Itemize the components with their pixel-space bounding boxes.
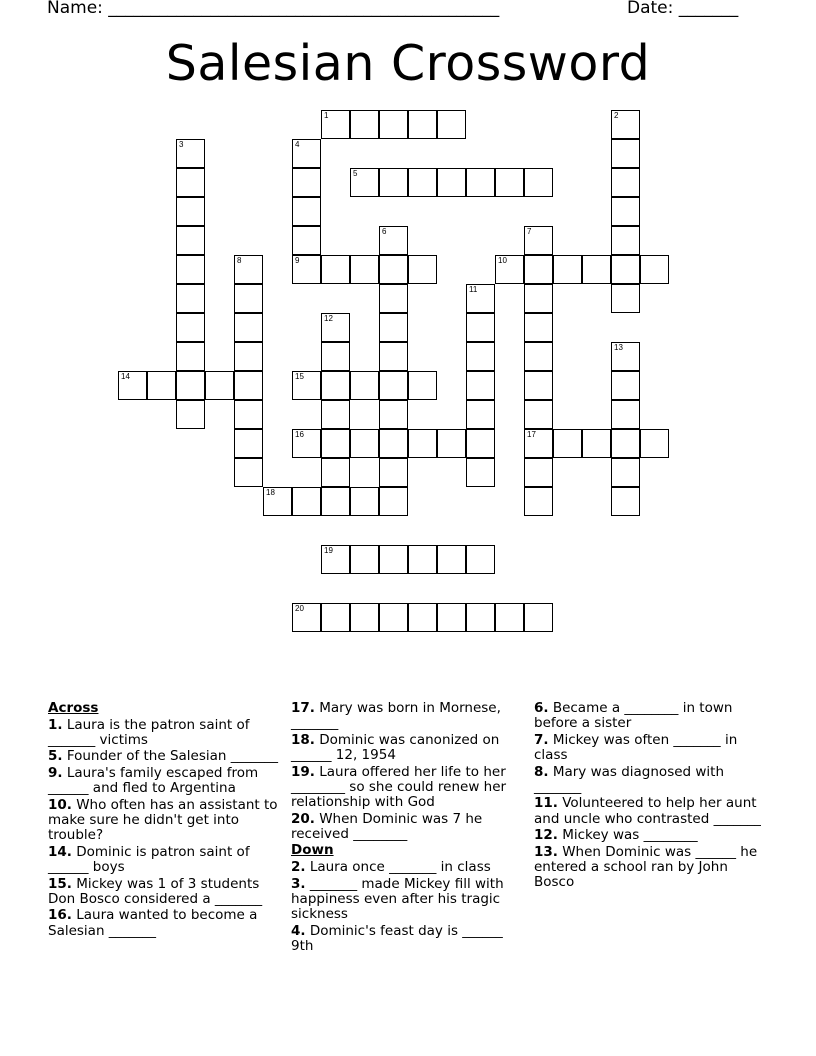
crossword-cell[interactable]: [176, 139, 205, 168]
crossword-cell[interactable]: [553, 429, 582, 458]
clue-item-number: 17.: [291, 700, 315, 716]
crossword-cell[interactable]: [582, 429, 611, 458]
clue-item: [48, 718, 280, 748]
crossword-cell[interactable]: [495, 603, 524, 632]
crossword-cell[interactable]: [292, 371, 321, 400]
clue-item-text: Laura wanted to become a Salesian _______: [48, 907, 258, 939]
crossword-cell[interactable]: [176, 342, 205, 371]
crossword-cell[interactable]: [147, 371, 176, 400]
clue-item: [48, 908, 280, 938]
crossword-cell[interactable]: [524, 342, 553, 371]
crossword-cell[interactable]: [524, 371, 553, 400]
crossword-cell[interactable]: [321, 371, 350, 400]
crossword-cell[interactable]: [408, 255, 437, 284]
clues-column-3: [534, 701, 766, 892]
clue-item-text: _______ made Mickey fill with happiness even after his tragic sickness: [291, 875, 504, 922]
crossword-cell[interactable]: [466, 342, 495, 371]
crossword-cell[interactable]: [408, 545, 437, 574]
crossword-cell[interactable]: [205, 371, 234, 400]
crossword-cell[interactable]: [176, 226, 205, 255]
crossword-cell[interactable]: [466, 458, 495, 487]
crossword-cell[interactable]: [234, 429, 263, 458]
clue-item: [291, 812, 523, 842]
crossword-cell[interactable]: [640, 429, 669, 458]
crossword-cell[interactable]: [350, 371, 379, 400]
crossword-cell[interactable]: [234, 313, 263, 342]
clue-number: 5: [353, 169, 358, 178]
crossword-cell[interactable]: [350, 487, 379, 516]
clue-number: 2: [614, 111, 619, 120]
crossword-cell[interactable]: [524, 284, 553, 313]
crossword-cell[interactable]: [234, 400, 263, 429]
crossword-cell[interactable]: [466, 284, 495, 313]
clue-item: [291, 701, 523, 731]
crossword-cell[interactable]: [350, 429, 379, 458]
crossword-cell[interactable]: [611, 226, 640, 255]
clue-item-number: 10.: [48, 796, 72, 813]
clue-item: [534, 845, 766, 891]
clue-item-text: Mickey was ________: [557, 827, 698, 844]
crossword-cell[interactable]: [379, 458, 408, 487]
crossword-cell[interactable]: [524, 429, 553, 458]
crossword-cell[interactable]: [292, 226, 321, 255]
clue-item-number: 1.: [48, 716, 63, 733]
crossword-cell[interactable]: [611, 255, 640, 284]
clue-item: [534, 765, 766, 795]
clue-item-text: Dominic's feast day is ______ 9th: [291, 922, 503, 954]
date-field: Date: _______: [627, 0, 739, 18]
crossword-cell[interactable]: [611, 284, 640, 313]
crossword-cell[interactable]: [379, 545, 408, 574]
crossword-cell[interactable]: [582, 255, 611, 284]
crossword-cell[interactable]: [292, 487, 321, 516]
clue-item: [48, 749, 280, 764]
crossword-cell[interactable]: [176, 284, 205, 313]
crossword-cell[interactable]: [234, 255, 263, 284]
clue-heading-across: Across: [48, 700, 99, 716]
crossword-cell[interactable]: [379, 400, 408, 429]
clue-item-text: When Dominic was ______ he entered a school ran by John Bosco: [534, 843, 758, 891]
clue-item-number: 14.: [48, 843, 72, 860]
crossword-cell[interactable]: [524, 458, 553, 487]
clue-item-text: Mickey was often _______ in class: [534, 731, 738, 763]
clue-item-text: Who often has an assistant to make sure he didn't get into trouble?: [48, 796, 278, 844]
crossword-cell[interactable]: [234, 458, 263, 487]
clue-item-number: 8.: [534, 763, 549, 780]
clue-item-number: 11.: [534, 795, 558, 812]
crossword-cell[interactable]: [524, 226, 553, 255]
clue-item-number: 18.: [291, 731, 315, 748]
crossword-cell[interactable]: [176, 197, 205, 226]
clue-item-text: Mary was diagnosed with _______: [534, 763, 725, 795]
clue-item-text: Volunteered to help her aunt and uncle who contrasted _______: [534, 795, 761, 827]
clues-column-1: [48, 701, 280, 940]
crossword-cell[interactable]: [292, 197, 321, 226]
clue-item-text: Laura is the patron saint of _______ victims: [48, 716, 250, 748]
clue-item-number: 5.: [48, 748, 63, 765]
crossword-cell[interactable]: [350, 110, 379, 139]
clue-number: 1: [324, 111, 329, 120]
clue-item-number: 16.: [48, 907, 72, 924]
clue-item-number: 3.: [291, 875, 306, 892]
clue-number: 15: [295, 372, 304, 381]
crossword-cell[interactable]: [524, 313, 553, 342]
crossword-cell[interactable]: [350, 603, 379, 632]
crossword-cell[interactable]: [611, 458, 640, 487]
crossword-cell[interactable]: [437, 110, 466, 139]
crossword-cell[interactable]: [118, 371, 147, 400]
clue-number: 8: [237, 256, 242, 265]
clue-item-number: 15.: [48, 875, 72, 892]
crossword-cell[interactable]: [408, 168, 437, 197]
clue-item-text: Founder of the Salesian _______: [62, 748, 278, 765]
clue-number: 13: [614, 343, 623, 352]
crossword-cell[interactable]: [408, 371, 437, 400]
clue-number: 4: [295, 140, 300, 149]
clue-item: [291, 924, 523, 954]
crossword-cell[interactable]: [176, 255, 205, 284]
crossword-cell[interactable]: [292, 168, 321, 197]
crossword-cell[interactable]: [611, 197, 640, 226]
clue-item-number: 7.: [534, 731, 549, 748]
crossword-cell[interactable]: [321, 255, 350, 284]
clue-item-text: Laura once _______ in class: [305, 858, 491, 875]
crossword-cell[interactable]: [379, 226, 408, 255]
crossword-cell[interactable]: [379, 255, 408, 284]
crossword-cell[interactable]: [176, 313, 205, 342]
crossword-cell[interactable]: [321, 603, 350, 632]
crossword-cell[interactable]: [321, 487, 350, 516]
clue-number: 17: [527, 430, 536, 439]
crossword-cell[interactable]: [611, 371, 640, 400]
crossword-cell[interactable]: [640, 255, 669, 284]
crossword-cell[interactable]: [379, 603, 408, 632]
crossword-cell[interactable]: [437, 429, 466, 458]
crossword-cell[interactable]: [263, 487, 292, 516]
clue-item-number: 9.: [48, 764, 63, 781]
clue-item-number: 13.: [534, 843, 558, 860]
clue-item-number: 12.: [534, 827, 558, 844]
clue-number: 19: [324, 546, 333, 555]
clues-column-2: [291, 701, 523, 955]
clue-item: [534, 733, 766, 763]
crossword-cell[interactable]: [234, 371, 263, 400]
clue-item: [48, 877, 280, 907]
crossword-cell[interactable]: [437, 545, 466, 574]
crossword-cell[interactable]: [437, 603, 466, 632]
clue-item-text: Dominic is patron saint of ______ boys: [48, 843, 250, 875]
crossword-cell[interactable]: [379, 313, 408, 342]
crossword-cell[interactable]: [408, 110, 437, 139]
crossword-cell[interactable]: [379, 342, 408, 371]
crossword-cell[interactable]: [466, 545, 495, 574]
clue-item: [534, 796, 766, 826]
crossword-cell[interactable]: [379, 110, 408, 139]
crossword-cell[interactable]: [524, 255, 553, 284]
crossword-cell[interactable]: [466, 400, 495, 429]
clue-number: 16: [295, 430, 304, 439]
crossword-cell[interactable]: [234, 284, 263, 313]
crossword-cell[interactable]: [321, 400, 350, 429]
crossword-cell[interactable]: [495, 255, 524, 284]
clue-item: [291, 733, 523, 763]
crossword-cell[interactable]: [611, 110, 640, 139]
crossword-cell[interactable]: [176, 168, 205, 197]
crossword-cell[interactable]: [466, 313, 495, 342]
clue-item-number: 19.: [291, 763, 315, 780]
crossword-cell[interactable]: [176, 371, 205, 400]
clue-item-text: When Dominic was 7 he received ________: [291, 810, 483, 842]
crossword-cell[interactable]: [466, 168, 495, 197]
crossword-cell[interactable]: [321, 458, 350, 487]
clue-number: 9: [295, 256, 300, 265]
clue-heading-down: Down: [291, 842, 334, 859]
clue-item-text: Laura's family escaped from ______ and fled to Argentina: [48, 764, 259, 797]
clue-item: [48, 845, 280, 875]
crossword-cell[interactable]: [379, 284, 408, 313]
crossword-cell[interactable]: [321, 429, 350, 458]
clue-item-text: Dominic was canonized on ______ 12, 1954: [291, 731, 500, 763]
clue-item-text: Mickey was 1 of 3 students Don Bosco considered a _______: [48, 875, 263, 907]
clue-number: 6: [382, 227, 387, 236]
clue-number: 3: [179, 140, 184, 149]
crossword-cell[interactable]: [524, 168, 553, 197]
crossword-cell[interactable]: [321, 110, 350, 139]
crossword-cell[interactable]: [292, 139, 321, 168]
clue-item-text: Mary was born in Mornese, _______: [291, 700, 501, 732]
crossword-cell[interactable]: [611, 400, 640, 429]
clue-number: 18: [266, 488, 275, 497]
crossword-cell[interactable]: [292, 429, 321, 458]
crossword-cell[interactable]: [292, 255, 321, 284]
clue-number: 10: [498, 256, 507, 265]
clue-item: [534, 701, 766, 731]
crossword-cell[interactable]: [176, 400, 205, 429]
crossword-cell[interactable]: [234, 342, 263, 371]
clue-number: 12: [324, 314, 333, 323]
name-field: Name: ______________________________________________: [47, 0, 500, 18]
crossword-cell[interactable]: [524, 400, 553, 429]
clue-item: [48, 766, 280, 796]
clue-number: 14: [121, 372, 130, 381]
crossword-cell[interactable]: [321, 545, 350, 574]
crossword-cell[interactable]: [495, 168, 524, 197]
clue-item-number: 2.: [291, 858, 306, 875]
clue-number: 7: [527, 227, 532, 236]
crossword-cell[interactable]: [524, 487, 553, 516]
clue-item: [291, 860, 523, 875]
crossword-cell[interactable]: [350, 255, 379, 284]
crossword-cell[interactable]: [466, 603, 495, 632]
clue-number: 11: [469, 285, 478, 294]
clue-item-number: 6.: [534, 700, 549, 716]
crossword-cell[interactable]: [437, 168, 466, 197]
clue-item-number: 20.: [291, 810, 315, 827]
crossword-cell[interactable]: [524, 603, 553, 632]
crossword-cell[interactable]: [350, 168, 379, 197]
clue-item: [48, 798, 280, 844]
clue-item: [291, 765, 523, 811]
crossword-cell[interactable]: [292, 603, 321, 632]
page-title: Salesian Crossword: [165, 35, 651, 92]
crossword-cell[interactable]: [466, 429, 495, 458]
crossword-cell[interactable]: [466, 371, 495, 400]
crossword-cell[interactable]: [408, 603, 437, 632]
crossword-cell[interactable]: [379, 429, 408, 458]
crossword-cell[interactable]: [321, 342, 350, 371]
crossword-cell[interactable]: [379, 168, 408, 197]
clue-item-text: Became a ________ in town before a sister: [534, 700, 733, 732]
clue-item: [534, 828, 766, 843]
clue-item: [291, 877, 523, 923]
clue-item-number: 4.: [291, 922, 306, 939]
crossword-cell[interactable]: [611, 429, 640, 458]
crossword-cell[interactable]: [611, 139, 640, 168]
crossword-cell[interactable]: [553, 255, 582, 284]
crossword-cell[interactable]: [350, 545, 379, 574]
crossword-cell[interactable]: [408, 429, 437, 458]
crossword-cell[interactable]: [379, 371, 408, 400]
crossword-cell[interactable]: [611, 168, 640, 197]
crossword-cell[interactable]: [321, 313, 350, 342]
crossword-cell[interactable]: [611, 487, 640, 516]
crossword-cell[interactable]: [379, 487, 408, 516]
clue-number: 20: [295, 604, 304, 613]
crossword-cell[interactable]: [611, 342, 640, 371]
clue-item-text: Laura offered her life to her ________ so she could renew her relationship with God: [291, 763, 507, 810]
